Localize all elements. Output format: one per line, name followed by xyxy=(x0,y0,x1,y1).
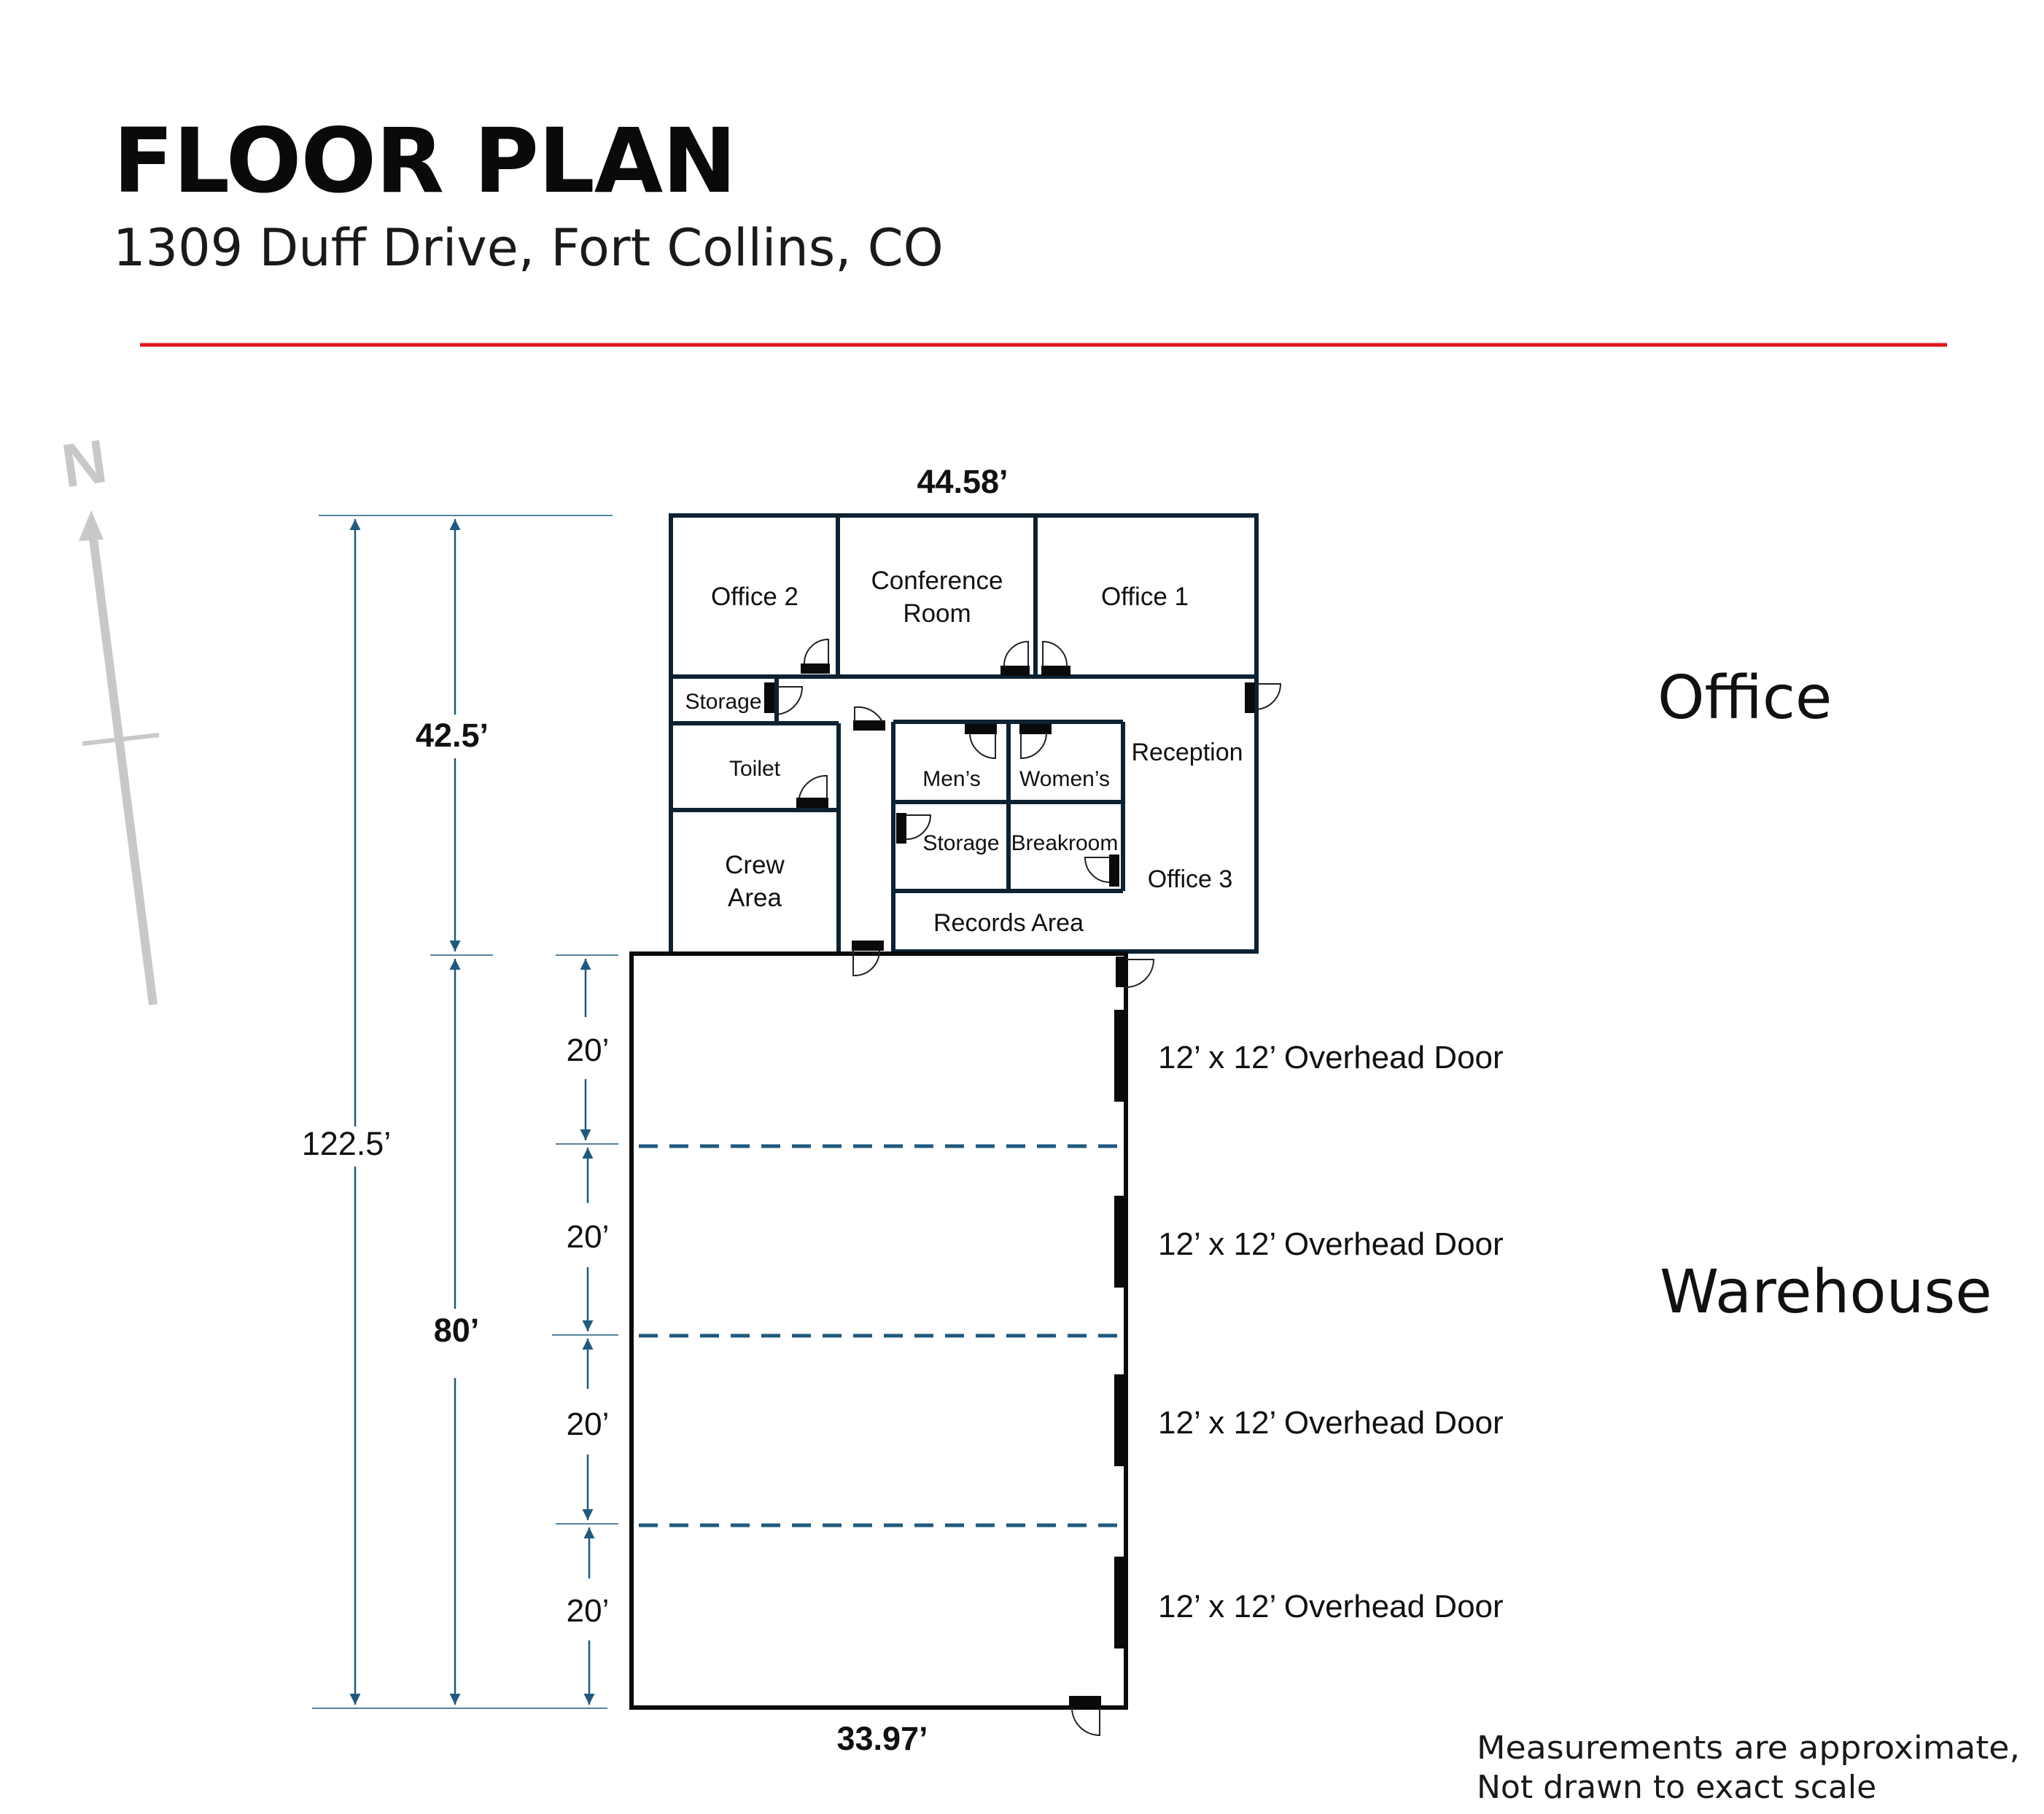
dimension-label-warehouse: 80’ xyxy=(433,1312,480,1349)
overhead-door-label-1: 12’ x 12’ Overhead Door xyxy=(1158,1040,1504,1075)
dimension-office-length xyxy=(416,519,489,951)
dimension-label-top-width: 44.58’ xyxy=(917,463,1009,500)
scale-note-line-2: Not drawn to exact scale xyxy=(1477,1769,1877,1806)
room-label-womens: Women’s xyxy=(1019,767,1110,791)
room-label-conference-line-1: Conference xyxy=(871,567,1003,595)
dimension-label-bay-3: 20’ xyxy=(566,1406,610,1442)
zone-label-warehouse: Warehouse xyxy=(1660,1258,1992,1327)
room-label-mens: Men’s xyxy=(922,767,981,791)
overhead-door-label-3: 12’ x 12’ Overhead Door xyxy=(1158,1405,1504,1441)
room-label-toilet: Toilet xyxy=(728,757,781,781)
room-label-storage-2: Storage xyxy=(922,831,1000,855)
dimension-label-bottom-width: 33.97’ xyxy=(836,1720,928,1757)
page-title: FLOOR PLAN xyxy=(113,109,737,213)
dimension-warehouse-length xyxy=(434,959,480,1705)
room-label-office-1: Office 1 xyxy=(1101,583,1189,611)
north-arrow-icon xyxy=(58,427,159,1005)
room-label-conference-line-2: Room xyxy=(903,599,971,628)
overhead-door-label-2: 12’ x 12’ Overhead Door xyxy=(1158,1226,1504,1262)
room-label-records-area: Records Area xyxy=(933,909,1084,937)
room-label-office-2: Office 2 xyxy=(711,583,798,611)
dimension-label-total: 122.5’ xyxy=(301,1125,392,1162)
room-label-office-3: Office 3 xyxy=(1147,865,1233,893)
overhead-door-label-4: 12’ x 12’ Overhead Door xyxy=(1158,1589,1504,1624)
dimension-total-length xyxy=(302,519,392,1705)
room-label-reception: Reception xyxy=(1131,739,1243,766)
scale-note-line-1: Measurements are approximate, xyxy=(1477,1729,2020,1767)
dimension-label-bay-1: 20’ xyxy=(566,1032,610,1068)
room-label-crew-line-2: Area xyxy=(728,884,782,912)
zone-label-office: Office xyxy=(1658,663,1833,733)
room-label-breakroom: Breakroom xyxy=(1011,831,1119,855)
page-subtitle: 1309 Duff Drive, Fort Collins, CO xyxy=(113,218,944,278)
room-label-crew-line-1: Crew xyxy=(725,851,785,879)
north-letter: N xyxy=(57,426,112,501)
dimension-label-bay-4: 20’ xyxy=(566,1593,610,1629)
dimension-extension-lines xyxy=(312,515,618,1708)
warehouse-walls xyxy=(632,954,1126,1708)
room-label-storage-1: Storage xyxy=(685,690,762,714)
dimension-label-bay-2: 20’ xyxy=(566,1219,610,1255)
dimension-label-office: 42.5’ xyxy=(415,717,489,754)
